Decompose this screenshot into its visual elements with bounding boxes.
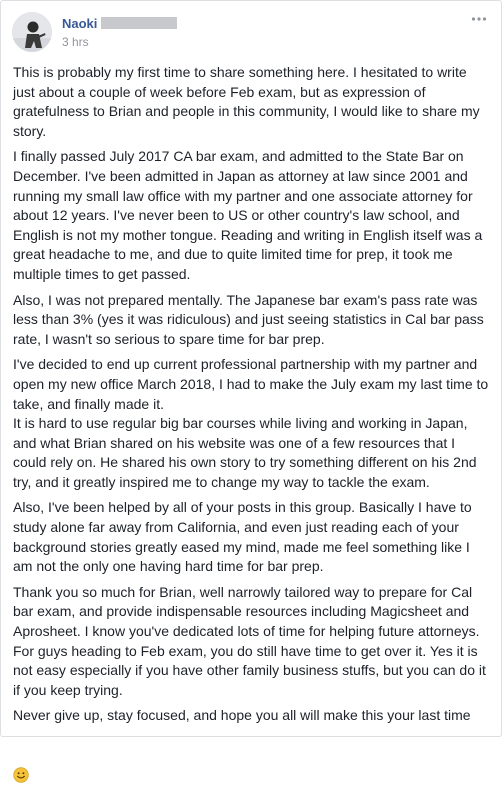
post-body (13, 63, 491, 789)
post-paragraph: This is probably my first time to share something here. I hesitated to write just about a couple of week before Feb exam, but as expression of gratefulness to Brian and people in this community, I would like to share my story. (13, 64, 480, 139)
avatar-photo-icon (12, 12, 52, 52)
more-horizontal-icon (471, 16, 487, 22)
post-paragraph-last (13, 706, 491, 788)
post-paragraph: Also, I've been helped by all of your posts in this group. Basically I have to study alone far away from California, and even just reading each of your background stories greatly eased my mind, made me feel something like I am not the only one having hard time for bar prep. (13, 499, 472, 575)
author-avatar[interactable] (12, 12, 52, 52)
more-options-button[interactable] (470, 12, 488, 28)
author-name-row (62, 15, 177, 31)
post-header (12, 12, 490, 56)
redacted-surname (101, 17, 177, 29)
post-paragraph: I finally passed July 2017 CA bar exam, and admitted to the State Bar on December. I've been admitted in Japan as attorney at law since 2001 and running my small law office with my partner and one associate attorney for about 12 years. I've never been to US or other country's law school, and English is not my mother tongue. Reading and writing in English itself was a great headache to me, and due to quite limited time for prep, it took me multiple times to get passed. (13, 148, 483, 282)
post-paragraph: Thank you so much for Brian, well narrowly tailored way to prepare for Cal bar exam, and provide indispensable resources including Magicsheet and Aprosheet. I know you've dedicated lots of time for helping future attorneys. For guys heading to Feb exam, you do still have time to get over it. Yes it is not easy especially if you have other family business stuffs, but you can do it if you keep trying. (13, 583, 486, 698)
post-paragraph-text: Never give up, stay focused, and hope you all will make this your last time (13, 707, 471, 724)
post-timestamp[interactable]: 3 hrs (62, 35, 89, 49)
smiley-emoji-icon (13, 748, 29, 789)
post-paragraph: I've decided to end up current professional partnership with my partner and open my new office March 2018, I had to make the July exam my last time to take, and finally made it. It is hard to use regular big bar courses while living and working in Japan, and what Brian shared on his website was one of a few resources that I could rely on. He shared his own story to try something different on his 2nd try, and it greatly inspired me to change my way to tackle the exam. (13, 356, 489, 490)
author-name[interactable]: Naoki (62, 15, 98, 31)
post-paragraph: Also, I was not prepared mentally. The Japanese bar exam's pass rate was less than 3% (yes it was ridiculous) and just seeing statistics in Cal bar pass rate, I wasn't so serious to spare time for bar prep. (13, 291, 484, 347)
